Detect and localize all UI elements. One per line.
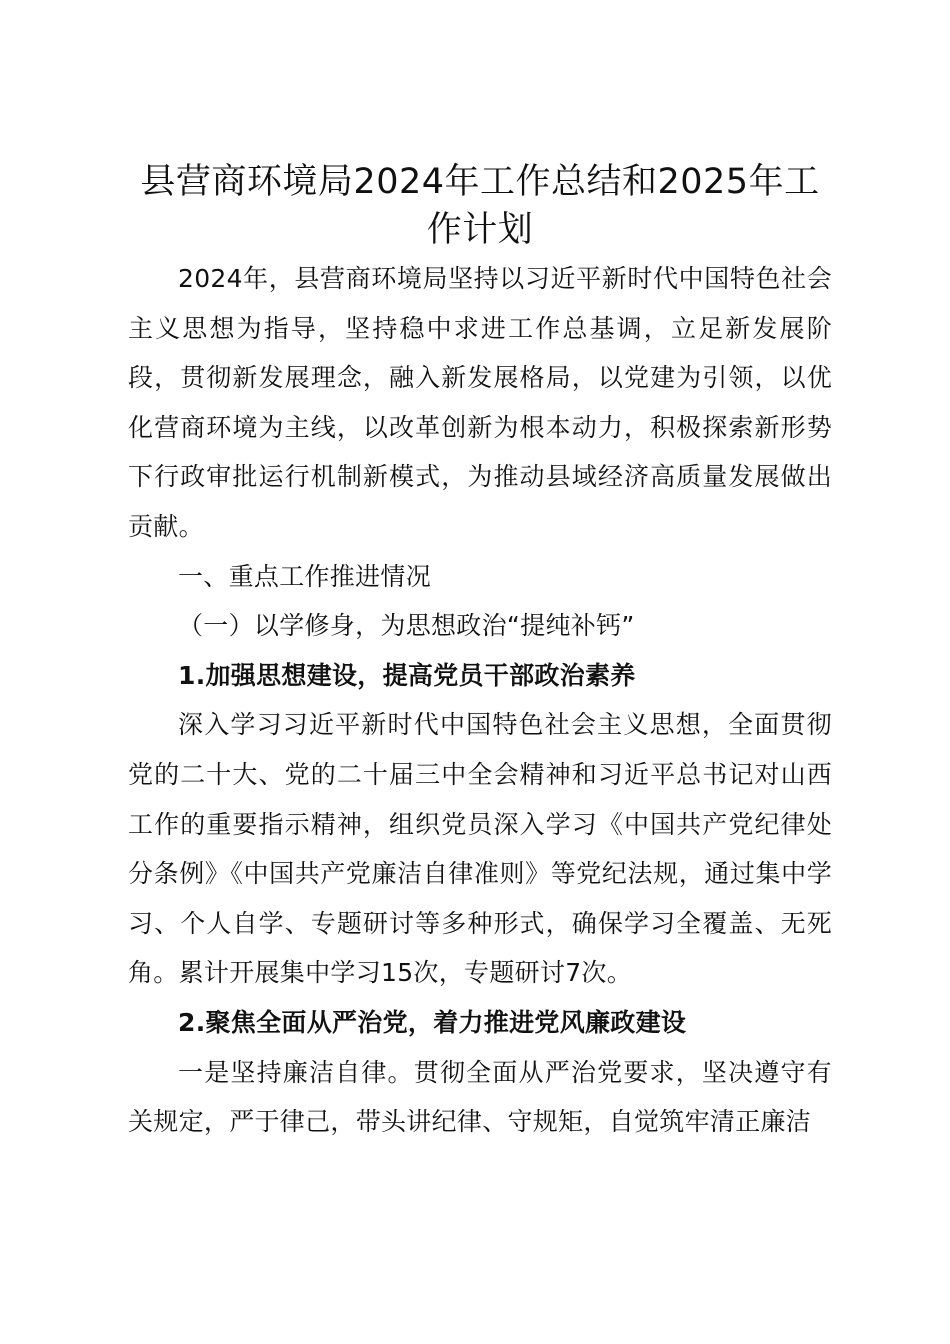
subsection-heading-1: （一）以学修身，为思想政治“提纯补钙” <box>178 611 635 641</box>
item-paragraph-1: 深入学习习近平新时代中国特色社会主义思想，全面贯彻党的二十大、党的二十届三中全会精神和习近平总书记对山西工作的重要指示精神，组织党员深入学习《中国共产党纪律处分条例》《中国共产党廉洁自律准则》等党纪法规，通过集中学习、个人自学、专题研讨等多种形式，确保学习全覆盖、无死角。累计开展集中学习15次，专题研讨7次。 <box>128 710 832 988</box>
document-title: 县营商环境局2024年工作总结和2025年工作计划 <box>140 162 820 250</box>
item-heading-2: 2.聚焦全面从严治党，着力推进党风廉政建设 <box>178 1007 687 1037</box>
document-body <box>128 158 832 1147</box>
item-heading-1: 1.加强思想建设，提高党员干部政治素养 <box>178 660 636 690</box>
section-heading-1: 一、重点工作推进情况 <box>178 561 432 591</box>
item-paragraph-2: 一是坚持廉洁自律。贯彻全面从严治党要求，坚决遵守有关规定，严于律己，带头讲纪律、守规矩，自觉筑牢清正廉洁 <box>128 1057 832 1137</box>
intro-paragraph: 2024年，县营商环境局坚持以习近平新时代中国特色社会主义思想为指导，坚持稳中求进工作总基调，立足新发展阶段，贯彻新发展理念，融入新发展格局，以党建为引领，以优化营商环境为主线，以改革创新为根本动力，积极探索新形势下行政审批运行机制新模式，为推动县域经济高质量发展做出贡献。 <box>128 264 832 541</box>
